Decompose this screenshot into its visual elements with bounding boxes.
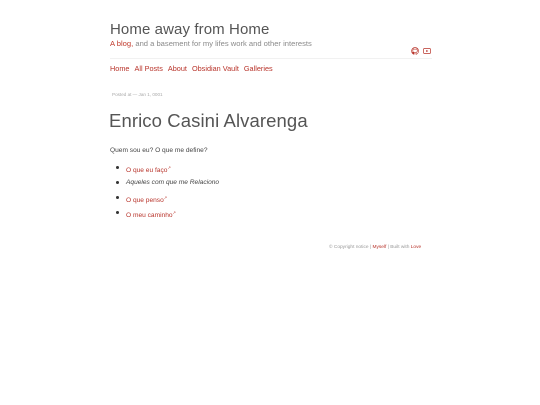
list-item bbox=[116, 175, 219, 190]
footer bbox=[329, 245, 421, 250]
list-link[interactable]: O que eu faço↗ bbox=[126, 165, 171, 175]
footer-love-link[interactable]: Love bbox=[410, 245, 422, 250]
footer-myself-link[interactable]: Myself bbox=[372, 245, 387, 250]
nav-home[interactable]: Home bbox=[110, 64, 130, 73]
nav-divider bbox=[110, 58, 432, 59]
list-link[interactable]: O que penso↗ bbox=[126, 195, 168, 205]
site-title[interactable]: Home away from Home bbox=[110, 21, 270, 38]
post-meta: Posted at — Jan 1, 0001 bbox=[112, 92, 163, 97]
list-link[interactable]: O meu caminho↗ bbox=[126, 210, 176, 220]
nav-obsidian-vault[interactable]: Obsidian Vault bbox=[191, 64, 239, 73]
list-item bbox=[116, 205, 219, 220]
nav-about[interactable]: About bbox=[167, 64, 187, 73]
nav-galleries[interactable]: Galleries bbox=[243, 64, 273, 73]
list-item bbox=[116, 190, 219, 205]
footer-built: | Built with bbox=[386, 245, 411, 250]
list-text: Aqueles com que me Relaciono bbox=[126, 179, 220, 186]
post-title: Enrico Casini Alvarenga bbox=[109, 110, 308, 131]
tagline-accent: A blog, bbox=[110, 39, 134, 48]
post-intro: Quem sou eu? O que me define? bbox=[110, 147, 208, 154]
youtube-icon[interactable] bbox=[423, 40, 431, 48]
social-links bbox=[411, 40, 431, 48]
footer-copyright: © Copyright notice | bbox=[329, 245, 373, 250]
main-nav bbox=[110, 64, 273, 73]
list-item bbox=[116, 160, 219, 175]
site-tagline bbox=[110, 39, 312, 48]
github-icon[interactable] bbox=[411, 40, 419, 48]
tagline-text: and a basement for my lifes work and other interests bbox=[133, 39, 312, 48]
post-list bbox=[116, 160, 219, 220]
nav-all-posts[interactable]: All Posts bbox=[134, 64, 163, 73]
